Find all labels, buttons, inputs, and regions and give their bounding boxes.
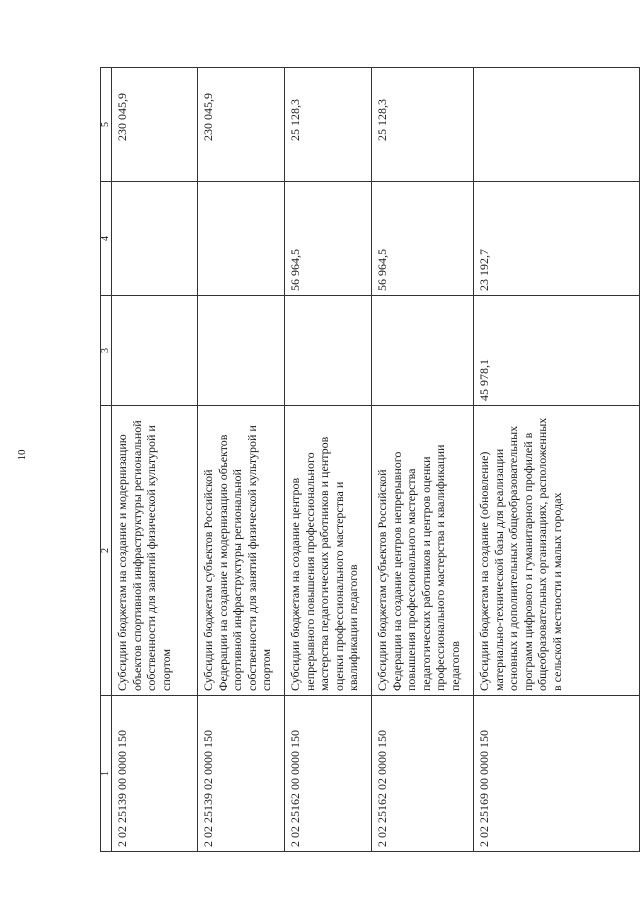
budget-table — [100, 67, 640, 852]
cell-code: 2 02 25162 00 0000 150 — [285, 696, 372, 852]
header-col-3: 3 — [101, 296, 112, 406]
cell-col4: 23 192,7 — [474, 182, 640, 296]
header-col-2: 2 — [101, 406, 112, 696]
cell-description: Субсидии бюджетам на создание центров непрерывного повышения профессионального мастерства педагогических работников и центров оценки профессионального мастерства и квалификации педагогов — [285, 406, 372, 696]
table-row — [112, 68, 198, 852]
cell-col3 — [112, 296, 198, 406]
page-number: 10 — [16, 449, 28, 461]
table-row — [474, 68, 640, 852]
cell-col3: 45 978,1 — [474, 296, 640, 406]
cell-col3 — [198, 296, 285, 406]
cell-col5: 230 045,9 — [112, 68, 198, 182]
header-col-4: 4 — [101, 182, 112, 296]
cell-col4 — [112, 182, 198, 296]
cell-code: 2 02 25139 02 0000 150 — [198, 696, 285, 852]
header-col-5: 5 — [101, 68, 112, 182]
cell-col5 — [474, 68, 640, 182]
table-row — [372, 68, 474, 852]
cell-description: Субсидии бюджетам на создание и модернизацию объектов спортивной инфраструктуры региональной собственности для занятий физической культурой и спортом — [112, 406, 198, 696]
cell-col5: 25 128,3 — [372, 68, 474, 182]
cell-description: Субсидии бюджетам субъектов Российской Федерации на создание и модернизацию объектов спортивной инфраструктуры региональной собственности для занятий физической культурой и спортом — [198, 406, 285, 696]
cell-col3 — [285, 296, 372, 406]
cell-col4: 56 964,5 — [372, 182, 474, 296]
table-row — [285, 68, 372, 852]
cell-col5: 25 128,3 — [285, 68, 372, 182]
header-row — [101, 68, 112, 852]
table-row — [198, 68, 285, 852]
cell-col5: 230 045,9 — [198, 68, 285, 182]
cell-code: 2 02 25139 00 0000 150 — [112, 696, 198, 852]
cell-code: 2 02 25162 02 0000 150 — [372, 696, 474, 852]
cell-description: Субсидии бюджетам субъектов Российской Федерации на создание центров непрерывного повышения профессионального мастерства педагогических работников и центров оценки профессионального мастерства и квалификации педагогов — [372, 406, 474, 696]
cell-description: Субсидии бюджетам на создание (обновление) материально-технической базы для реализации основных и дополнительных общеобразовательных программ цифрового и гуманитарного профилей в общеобразовательных организациях, расположенных в сельской местности и малых городах — [474, 406, 640, 696]
cell-col4: 56 964,5 — [285, 182, 372, 296]
header-col-1: 1 — [101, 696, 112, 852]
rotated-page — [100, 68, 640, 852]
cell-code: 2 02 25169 00 0000 150 — [474, 696, 640, 852]
cell-col4 — [198, 182, 285, 296]
cell-col3 — [372, 296, 474, 406]
